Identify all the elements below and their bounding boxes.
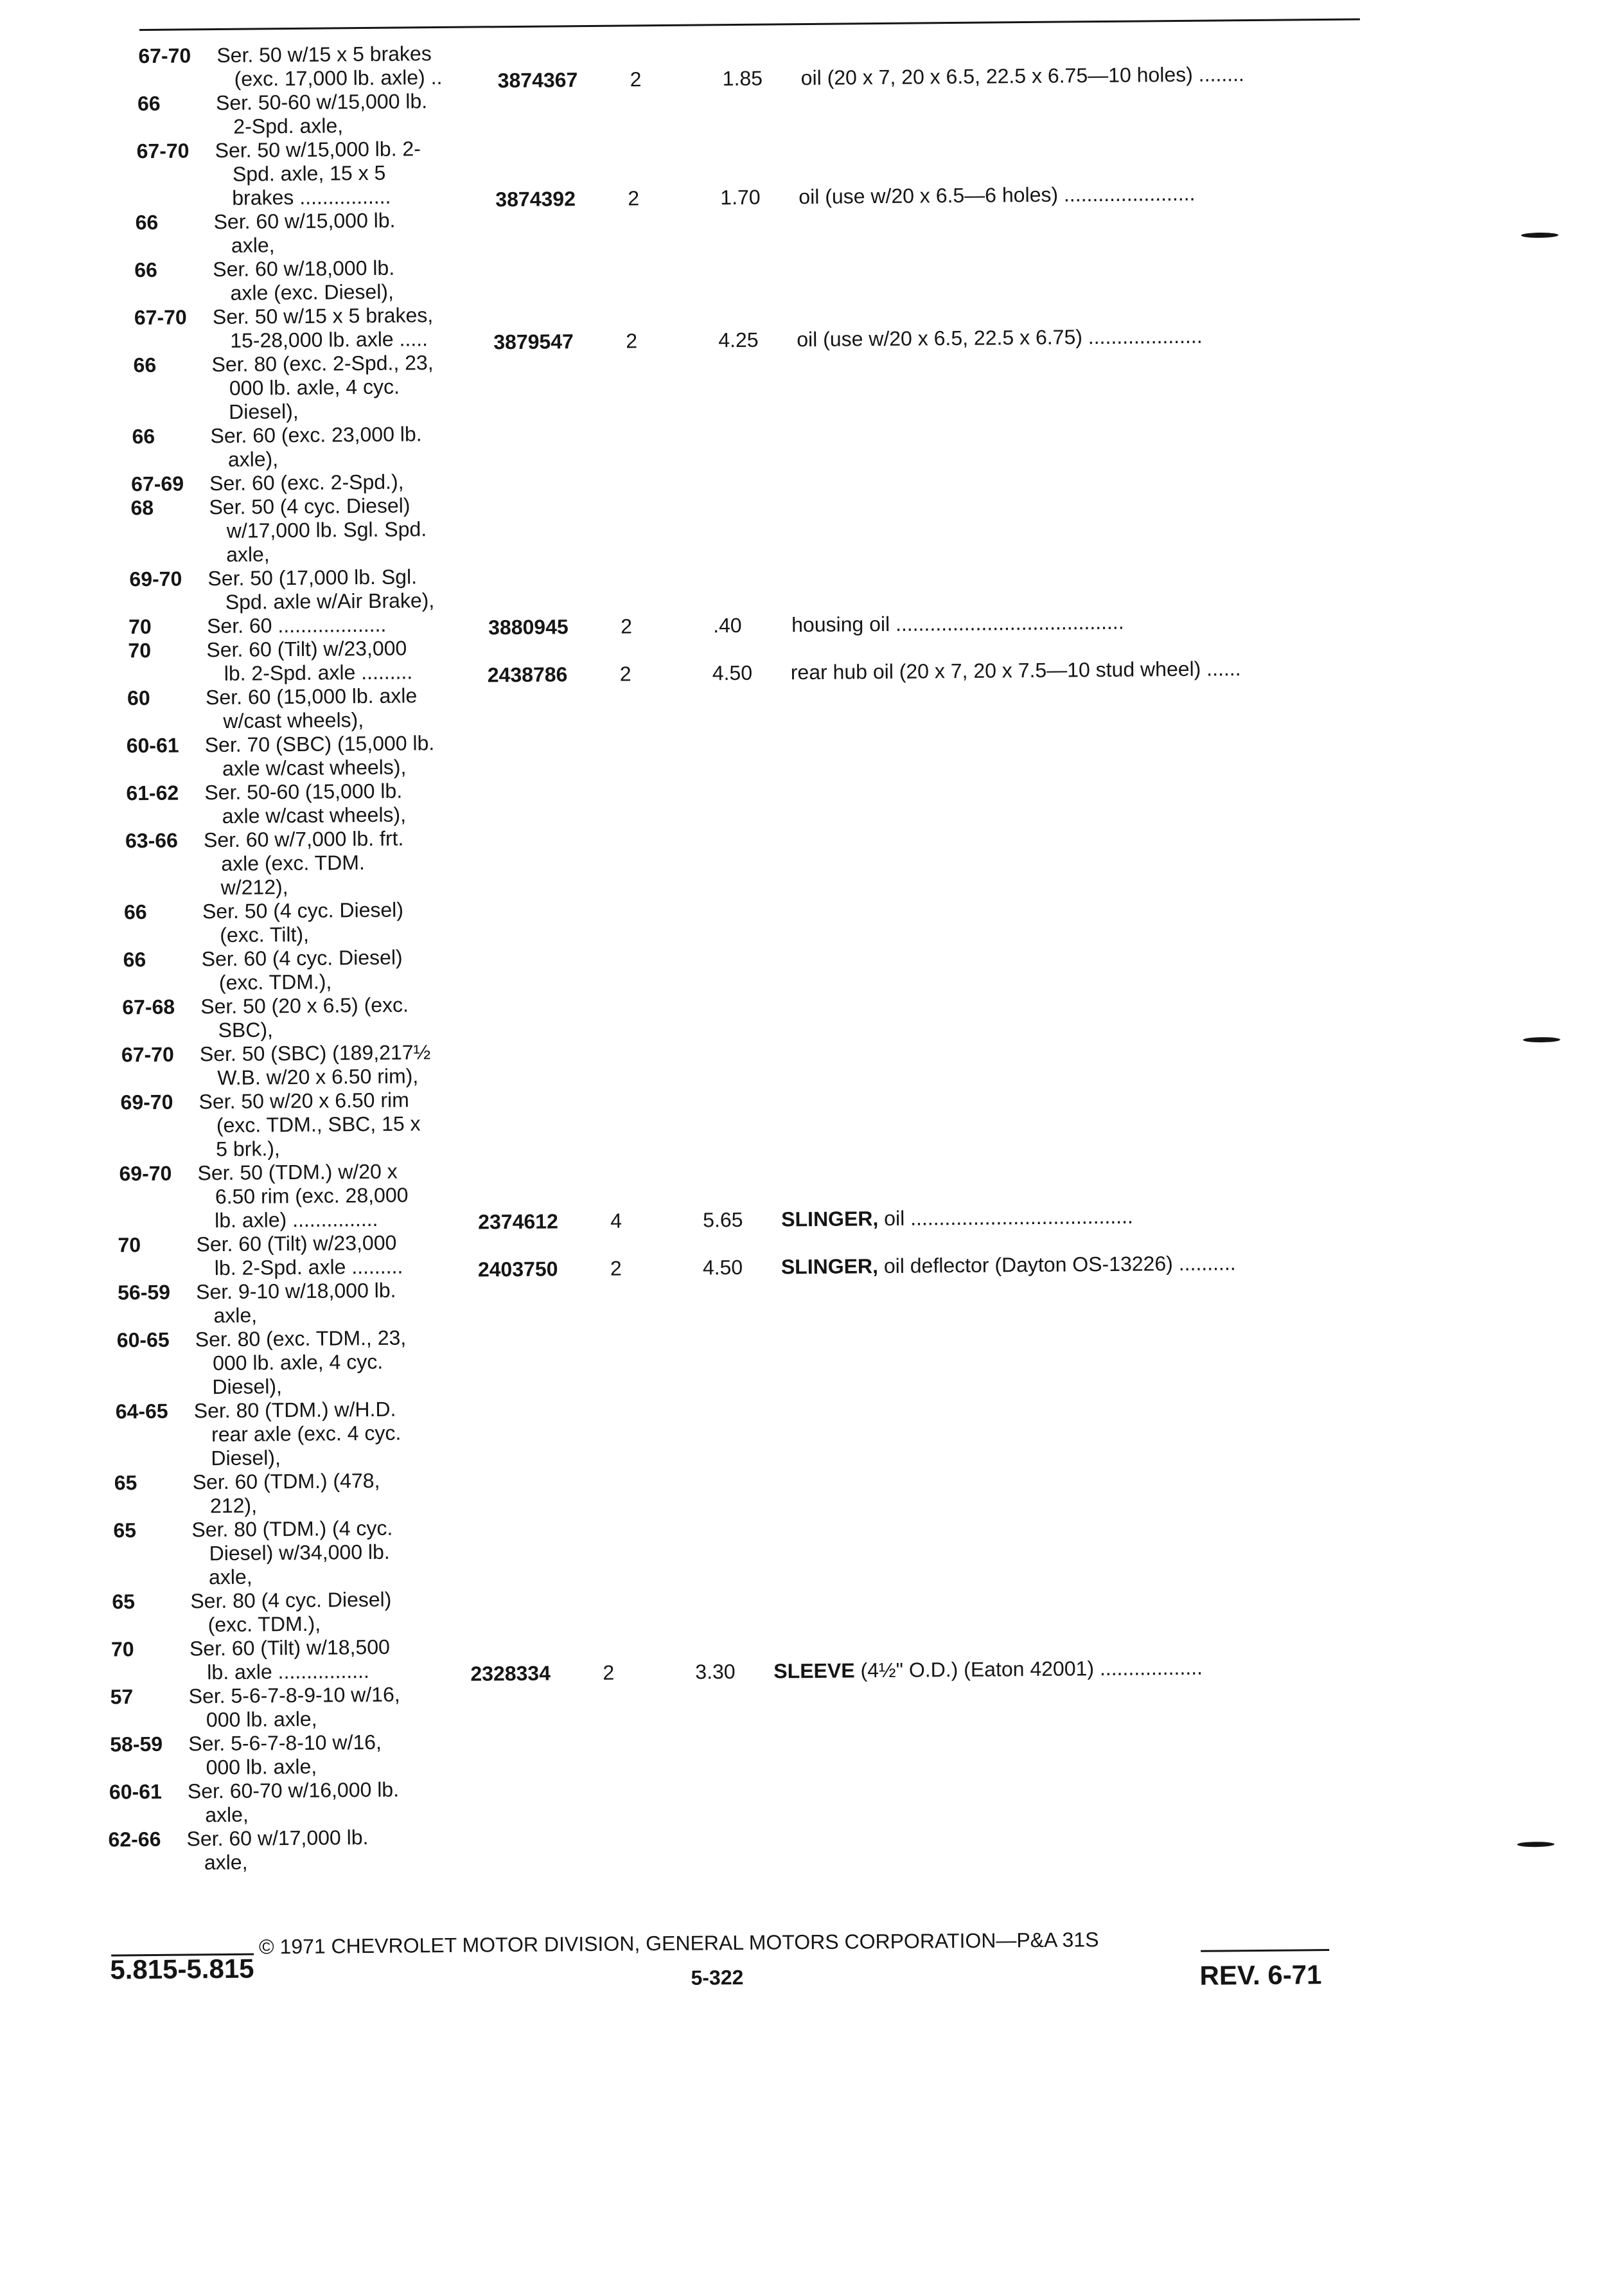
application-text: Ser. 5-6-7-8-10 w/16, [188,1730,382,1756]
application-text: 6.50 rim (exc. 28,000 [215,1183,409,1209]
application-years: 64-65 [115,1399,168,1423]
margin-tick [1521,233,1558,238]
price: 1.70 [720,185,761,209]
application-text: Ser. 80 (TDM.) (4 cyc. [191,1516,393,1542]
margin-tick [1517,1842,1555,1847]
application-text: 212), [209,1493,258,1518]
application-text: Ser. 70 (SBC) (15,000 lb. [204,731,435,757]
application-text: Ser. 50-60 w/15,000 lb. [215,89,428,115]
application-text: Ser. 50 (TDM.) w/20 x [197,1159,398,1185]
application-text: Ser. 60 (15,000 lb. axle [205,684,418,709]
application-years: 57 [110,1685,134,1709]
application-years: 66 [134,258,158,282]
part-number: 2403750 [477,1257,558,1281]
application-text: axle, [213,1303,258,1328]
quantity: 2 [619,662,631,686]
application-text: Ser. 60 w/18,000 lb. [213,256,395,281]
part-description-text: housing oil ........................................ [791,610,1124,637]
application-years: 61-62 [126,781,179,805]
footer-rule-right [1201,1949,1329,1952]
price: 3.30 [695,1660,736,1684]
application-text: axle (exc. Diesel), [230,280,394,305]
footer-revision: REV. 6-71 [1199,1959,1322,1991]
application-text: Diesel), [211,1446,281,1470]
part-description [781,1251,1236,1278]
application-text: Ser. 80 (4 cyc. Diesel) [190,1587,392,1613]
application-text: axle, [208,1565,252,1589]
application-text: (exc. TDM.), [218,970,332,995]
application-years: 60-61 [126,733,179,758]
application-text: Spd. axle, 15 x 5 [232,161,386,186]
application-text: Ser. 60 (4 cyc. Diesel) [201,945,403,971]
application-text: (exc. 17,000 lb. axle) .. [234,65,443,91]
application-text: Ser. 80 (TDM.) w/H.D. [193,1397,396,1423]
footer-section-number: 5.815-5.815 [110,1953,254,1985]
application-text: Spd. axle w/Air Brake), [225,589,435,614]
application-years: 67-70 [134,305,187,330]
price: 4.50 [702,1255,743,1279]
application-text: 000 lb. axle, [206,1754,317,1779]
application-years: 67-69 [131,472,184,496]
quantity: 2 [626,329,638,353]
quantity: 2 [610,1256,622,1280]
application-years: 70 [128,638,152,663]
application-years: 56-59 [117,1280,171,1304]
application-years: 63-66 [125,828,179,853]
part-number: 2374612 [478,1209,558,1234]
application-text: axle w/cast wheels), [222,803,407,828]
application-text: rear axle (exc. 4 cyc. [211,1421,402,1446]
application-text: SBC), [218,1018,274,1042]
application-years: 60 [127,686,150,710]
application-years: 60-61 [109,1779,162,1804]
application-text: Ser. 60 (exc. 2-Spd.), [209,470,404,495]
application-text: Ser. 60-70 w/16,000 lb. [187,1777,400,1803]
application-text: Ser. 80 (exc. 2-Spd., 23, [211,351,434,377]
application-text: w/212), [220,875,288,900]
application-text: Ser. 60 w/15,000 lb. [213,208,396,234]
application-text: brakes ................ [232,184,391,209]
footer-page-number: 5-322 [691,1965,744,1989]
margin-tick [1523,1037,1560,1043]
application-years: 65 [114,1471,137,1495]
application-years: 65 [113,1518,137,1542]
application-text: Ser. 60 (exc. 23,000 lb. [210,422,422,448]
footer-copyright: © 1971 CHEVROLET MOTOR DIVISION, GENERAL MOTORS CORPORATION—P&A 31S [258,1928,1099,1959]
part-description [801,62,1244,89]
application-text: axle w/cast wheels), [222,755,407,780]
application-years: 67-70 [136,139,190,163]
application-text: axle (exc. TDM. [221,851,365,876]
application-text: axle), [227,447,279,471]
application-text: 2-Spd. axle, [233,114,344,138]
price: .40 [712,613,742,637]
application-text: Ser. 50 (4 cyc. Diesel) [202,898,404,923]
part-description-text: oil (use w/20 x 6.5, 22.5 x 6.75) .................... [797,324,1203,351]
application-years: 66 [123,900,147,924]
application-text: Ser. 50 w/20 x 6.50 rim [199,1088,409,1114]
part-name: SLEEVE [773,1659,855,1683]
part-description-text: (4½" O.D.) (Eaton 42001) .................. [860,1655,1203,1682]
application-years: 66 [135,210,159,235]
part-description [781,1205,1133,1231]
application-text: 000 lb. axle, 4 cyc. [212,1349,384,1375]
part-number: 3874392 [495,187,576,211]
application-text: Ser. 60 w/7,000 lb. frt. [203,826,404,852]
part-description-text: oil (20 x 7, 20 x 6.5, 22.5 x 6.75—10 holes) ........ [800,62,1244,90]
application-text: lb. axle ................ [207,1659,369,1684]
application-text: 000 lb. axle, [206,1707,317,1732]
part-description [799,182,1195,208]
application-years: 66 [132,424,155,449]
part-description-text: oil (use w/20 x 6.5—6 holes) ....................... [799,181,1196,209]
part-description [797,325,1203,351]
price: 4.25 [718,328,759,352]
part-number: 3879547 [493,330,574,354]
part-description-text: rear hub oil (20 x 7, 20 x 7.5—10 stud wheel) ...... [790,657,1241,684]
application-years: 67-68 [122,995,175,1019]
application-text: Ser. 80 (exc. TDM., 23, [195,1326,407,1351]
part-number: 3880945 [488,615,569,639]
application-text: Ser. 60 ................... [206,612,387,638]
application-text: Ser. 5-6-7-8-9-10 w/16, [188,1682,400,1708]
application-years: 68 [130,495,154,520]
application-text: Ser. 60 (TDM.) (478, [192,1468,380,1494]
application-text: axle, [231,233,275,257]
application-text: Ser. 50 (4 cyc. Diesel) [209,494,410,519]
application-years: 70 [118,1233,141,1257]
application-text: axle, [225,542,270,566]
price: 4.50 [712,661,753,685]
application-text: W.B. w/20 x 6.50 rim), [217,1064,419,1090]
application-text: Ser. 60 (Tilt) w/23,000 [196,1231,397,1256]
application-text: 15-28,000 lb. axle ..... [230,327,428,352]
application-text: Ser. 50 w/15,000 lb. 2- [215,137,421,163]
application-text: 000 lb. axle, 4 cyc. [229,375,400,400]
application-years: 66 [123,948,146,972]
application-years: 67-70 [138,44,191,68]
application-years: 65 [112,1590,136,1614]
price: 5.65 [703,1207,743,1232]
application-years: 58-59 [110,1732,163,1756]
application-years: 67-70 [121,1042,174,1067]
application-text: (exc. TDM.), [207,1612,321,1637]
application-text: Ser. 50 w/15 x 5 brakes, [212,303,434,329]
application-years: 69-70 [120,1090,173,1114]
part-description [791,610,1124,637]
application-text: w/17,000 lb. Sgl. Spd. [226,517,427,542]
application-text: Ser. 60 w/17,000 lb. [186,1826,369,1851]
part-name: SLINGER, [781,1207,879,1231]
part-number: 3874367 [497,68,578,93]
part-description [773,1656,1203,1683]
application-text: Diesel) w/34,000 lb. [209,1540,390,1565]
application-text: Diesel), [212,1375,283,1399]
application-text: Ser. 50 (20 x 6.5) (exc. [200,993,409,1019]
top-rule [139,18,1360,31]
application-text: Ser. 60 (Tilt) w/18,500 [189,1635,390,1660]
application-text: Ser. 50 (17,000 lb. Sgl. [207,565,418,591]
application-text: lb. 2-Spd. axle ......... [214,1254,403,1280]
application-text: (exc. Tilt), [220,922,310,947]
application-text: Ser. 9-10 w/18,000 lb. [195,1278,396,1304]
application-years: 69-70 [129,567,182,591]
application-text: Ser. 50 (SBC) (189,217½ [199,1040,431,1066]
part-number: 2328334 [470,1661,551,1686]
price: 1.85 [722,66,763,91]
application-years: 60-65 [116,1328,170,1352]
application-text: 5 brk.), [216,1137,280,1161]
application-years: 66 [137,91,161,116]
application-years: 70 [110,1637,134,1661]
application-text: Ser. 60 (Tilt) w/23,000 [206,636,407,662]
application-text: Diesel), [229,399,299,423]
quantity: 4 [610,1209,622,1232]
quantity: 2 [630,67,642,91]
application-text: lb. axle) ............... [215,1207,378,1232]
application-years: 70 [128,614,152,639]
application-text: Ser. 50-60 (15,000 lb. [204,779,403,805]
application-years: 69-70 [119,1161,172,1186]
application-text: axle, [204,1850,248,1874]
application-text: axle, [205,1802,249,1827]
application-text: lb. 2-Spd. axle ......... [224,660,413,685]
application-text: Ser. 50 w/15 x 5 brakes [216,42,432,67]
quantity: 2 [603,1660,615,1684]
part-description [791,657,1241,684]
application-years: 66 [133,353,157,377]
quantity: 2 [628,186,640,210]
part-number: 2438786 [487,663,568,687]
quantity: 2 [620,614,633,638]
part-description-text: oil ....................................... [884,1204,1133,1231]
application-years: 62-66 [108,1827,161,1851]
application-text: w/cast wheels), [223,708,364,733]
part-description-text: oil deflector (Dayton OS-13226) .......... [883,1251,1236,1278]
part-name: SLINGER, [781,1254,879,1279]
application-text: (exc. TDM., SBC, 15 x [216,1112,421,1137]
